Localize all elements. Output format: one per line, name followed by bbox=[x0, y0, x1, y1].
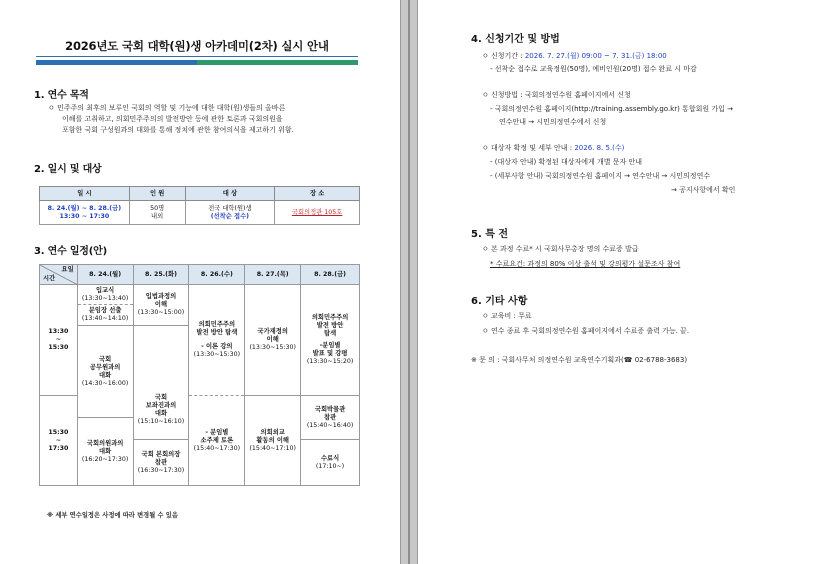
mon-leader bbox=[77, 305, 133, 326]
wed-title2: 발전 방안 탐색 bbox=[196, 329, 238, 336]
tue-plenary-title1: 국회 본회의장 bbox=[141, 450, 181, 458]
fri-time: (13:30~15:20) bbox=[306, 358, 354, 365]
mon-opening-title: 입교식 bbox=[96, 286, 115, 294]
tue-plenary-title2: 참관 bbox=[154, 458, 168, 466]
col-place: 장 소 bbox=[275, 187, 360, 201]
place-value: 국회의정관 105호 bbox=[291, 208, 343, 216]
col-date: 일 시 bbox=[40, 187, 130, 201]
time2-sep: ~ bbox=[55, 436, 61, 444]
fri-closing-title: 수료식 bbox=[320, 454, 340, 462]
page-gutter bbox=[400, 0, 418, 564]
s4-method-sub1: - 국회의정연수원 홈페이지(http://training.assembly.go.kr) 통합회원 가입 → bbox=[490, 105, 733, 113]
corner-day-label: 요일 bbox=[61, 266, 74, 273]
wed-disc-time: (15:40~17:30) bbox=[193, 444, 241, 452]
wed-disc-title2: 소주제 토론 bbox=[200, 436, 234, 444]
s4-confirm-sub1: - (대상자 안내) 확정된 대상자에게 개별 문자 안내 bbox=[490, 158, 643, 166]
target-cell bbox=[185, 201, 275, 225]
wed-discussion bbox=[189, 396, 245, 486]
fri-museum-time: (15:40~16:40) bbox=[306, 421, 354, 429]
date-cell bbox=[40, 201, 130, 225]
s4-confirm-label: ㅇ 대상자 확정 및 세부 안내 : bbox=[482, 144, 575, 152]
mon-leader-time: (13:40~14:10) bbox=[81, 315, 129, 322]
mon-members-time: (16:20~17:30) bbox=[81, 455, 129, 463]
fri-sub1: -분임별 bbox=[319, 342, 341, 349]
tue-aides-title2: 보좌진과의 bbox=[145, 402, 177, 410]
time-range: 13:30 ~ 17:30 bbox=[59, 212, 110, 220]
fri-presentation bbox=[301, 285, 360, 396]
tue-plenary-time: (16:30~17:30) bbox=[137, 466, 185, 474]
tue-aides-title3: 대화 bbox=[154, 410, 168, 418]
time1-start: 13:30 bbox=[48, 328, 69, 335]
s4-confirm-sub2: - (세부사항 안내) 국회의정연수원 홈페이지 → 연수안내 → 시민의정연수 bbox=[490, 172, 711, 180]
date-range: 8. 24.(월) ~ 8. 28.(금) bbox=[47, 204, 122, 212]
col-count: 인 원 bbox=[129, 187, 185, 201]
target-value: 전국 대학(원)생 bbox=[208, 204, 252, 212]
day-thu: 8. 27.(목) bbox=[245, 265, 301, 285]
tue-leg-title1: 입법과정의 bbox=[145, 293, 177, 300]
s6-certificate: ㅇ 연수 종료 후 국회의정연수원 홈페이지에서 수료증 출력 가능. 끝. bbox=[482, 327, 690, 335]
col-target: 대 상 bbox=[185, 187, 275, 201]
tue-aides bbox=[133, 382, 189, 440]
section-3-heading: 3. 연수 일정(안) bbox=[34, 246, 107, 257]
fri-closing bbox=[301, 440, 360, 486]
thu-time: (13:30~15:30) bbox=[249, 344, 296, 351]
thu-dip-title2: 활동의 이해 bbox=[256, 436, 290, 444]
tue-aides-title1: 국회 bbox=[154, 394, 168, 402]
s4-method-sub2: 연수안내 → 시민의정연수에서 신청 bbox=[499, 118, 607, 126]
document-title: 2026년도 국회 대학(원)생 아카데미(2차) 실시 안내 bbox=[65, 39, 329, 53]
s6-fee: ㅇ 교육비 : 무료 bbox=[482, 312, 532, 320]
fri-museum-title1: 국회박물관 bbox=[314, 405, 346, 413]
time1-sep: ~ bbox=[55, 336, 61, 343]
thu-dip-time: (15:40~17:10) bbox=[249, 444, 296, 452]
mon-opening bbox=[77, 285, 133, 305]
time2-end: 17:30 bbox=[48, 444, 69, 452]
mon-staff-time: (14:30~16:00) bbox=[81, 379, 129, 387]
s4-confirm bbox=[482, 143, 624, 154]
fri-sub2: 발표 및 강평 bbox=[312, 350, 348, 357]
wed-theory-time: (13:30~15:30) bbox=[193, 351, 241, 358]
fri-museum bbox=[301, 396, 360, 440]
time-block-1 bbox=[40, 285, 78, 396]
fri-museum-title2: 참관 bbox=[323, 413, 337, 421]
s5-benefit: ㅇ 본 과정 수료* 시 국회사무총장 명의 수료증 발급 bbox=[482, 245, 639, 253]
count-note: 내외 bbox=[151, 212, 164, 220]
place-cell bbox=[275, 201, 360, 225]
day-fri: 8. 28.(금) bbox=[301, 265, 360, 285]
section-6-heading: 6. 기타 사항 bbox=[471, 296, 528, 307]
s1-line3: 포함한 국회 구성원과의 대화를 통해 정치에 관한 참여의식을 제고하기 위함. bbox=[62, 126, 294, 134]
s4-confirm-value: 2026. 8. 5.(수) bbox=[574, 144, 625, 152]
thu-dip-title1: 의회외교 bbox=[260, 428, 285, 436]
schedule-summary-table bbox=[39, 186, 360, 225]
mon-staff-title1: 국회 bbox=[99, 355, 112, 363]
mon-leader-title: 분임장 선출 bbox=[88, 307, 122, 314]
day-tue: 8. 25.(화) bbox=[133, 265, 189, 285]
fri-title1: 의회민주주의 bbox=[311, 314, 349, 321]
day-mon: 8. 24.(월) bbox=[77, 265, 133, 285]
tue-leg-time: (13:30~15:00) bbox=[137, 309, 185, 316]
time2-start: 15:30 bbox=[48, 428, 69, 436]
mon-staff-title3: 대화 bbox=[99, 371, 112, 379]
tue-blank bbox=[133, 326, 189, 382]
s4-period-value: 2026. 7. 27.(월) 09:00 ~ 7. 31.(금) 18:00 bbox=[524, 52, 667, 60]
section-4-heading: 4. 신청기간 및 방법 bbox=[471, 34, 560, 45]
fri-closing-time: (17:10~) bbox=[315, 462, 345, 470]
thu-title1: 국가재정의 bbox=[257, 328, 288, 335]
s4-confirm-sub3: → 공지사항에서 확인 bbox=[671, 186, 736, 194]
mon-staff-title2: 공무원과의 bbox=[89, 363, 121, 371]
day-wed: 8. 26.(수) bbox=[189, 265, 245, 285]
detailed-schedule-table bbox=[39, 264, 360, 486]
count-cell bbox=[129, 201, 185, 225]
wed-disc-title1: - 분임별 bbox=[205, 428, 229, 436]
tue-plenary bbox=[133, 440, 189, 486]
time-block-2 bbox=[40, 396, 78, 486]
wed-theory-label: - 이론 강의 bbox=[201, 343, 233, 350]
corner-cell bbox=[40, 265, 78, 285]
s4-period-sub: - 선착순 접수로 교육정원(50명), 예비인원(20명) 접수 완료 시 마감 bbox=[490, 65, 697, 73]
mon-members-title1: 국회의원과의 bbox=[86, 439, 124, 447]
s4-period bbox=[482, 51, 667, 62]
contact-info: ※ 문 의 : 국회사무처 의정연수원 교육연수기획과(☎ 02-6788-3683) bbox=[471, 356, 688, 364]
title-bar bbox=[36, 60, 358, 65]
thu-finance bbox=[245, 285, 301, 396]
section-5-heading: 5. 특 전 bbox=[471, 229, 509, 240]
fri-title3: 탐색 bbox=[323, 330, 337, 337]
document-page-right bbox=[419, 0, 835, 564]
title-rule bbox=[36, 56, 358, 57]
section-1-heading: 1. 연수 목적 bbox=[34, 90, 89, 101]
thu-diplomacy bbox=[245, 396, 301, 486]
tue-legislative bbox=[133, 285, 189, 326]
corner-time-label: 시간 bbox=[43, 275, 56, 282]
document-page-left bbox=[0, 0, 400, 564]
section-2-heading: 2. 일시 및 대상 bbox=[34, 164, 102, 175]
s4-period-label: ㅇ 신청기간 : bbox=[482, 52, 525, 60]
count-value: 50명 bbox=[150, 204, 165, 212]
target-note: (선착순 접수) bbox=[210, 212, 250, 220]
gutter-line bbox=[408, 0, 410, 564]
s4-method: ㅇ 신청방법 : 국회의정연수원 홈페이지에서 신청 bbox=[482, 91, 631, 99]
mon-members-title2: 대화 bbox=[99, 447, 112, 455]
thu-title2: 이해 bbox=[266, 336, 279, 343]
wed-theory bbox=[189, 285, 245, 396]
fri-title2: 발전 방안 bbox=[316, 322, 344, 329]
wed-title1: 의회민주주의 bbox=[198, 321, 236, 328]
s1-line2: 이해를 고취하고, 의회민주주의의 발전방안 등에 관한 토론과 국회의원을 bbox=[62, 115, 283, 123]
mon-opening-time: (13:30~13:40) bbox=[81, 294, 129, 302]
mon-staff bbox=[77, 326, 133, 418]
tue-aides-time: (15:10~16:10) bbox=[137, 418, 185, 426]
s5-requirement: * 수료요건: 과정의 80% 이상 출석 및 강의평가 설문조사 참여 bbox=[490, 260, 681, 268]
time1-end: 15:30 bbox=[48, 344, 69, 351]
s1-line1: ㅇ 민주주의 최후의 보루인 국회의 역할 및 기능에 대한 대학(원)생들의 올바른 bbox=[48, 104, 286, 112]
mon-members bbox=[77, 418, 133, 486]
schedule-note: ※ 세부 연수일정은 사정에 따라 변경될 수 있음 bbox=[47, 512, 178, 519]
tue-leg-title2: 이해 bbox=[154, 301, 168, 308]
